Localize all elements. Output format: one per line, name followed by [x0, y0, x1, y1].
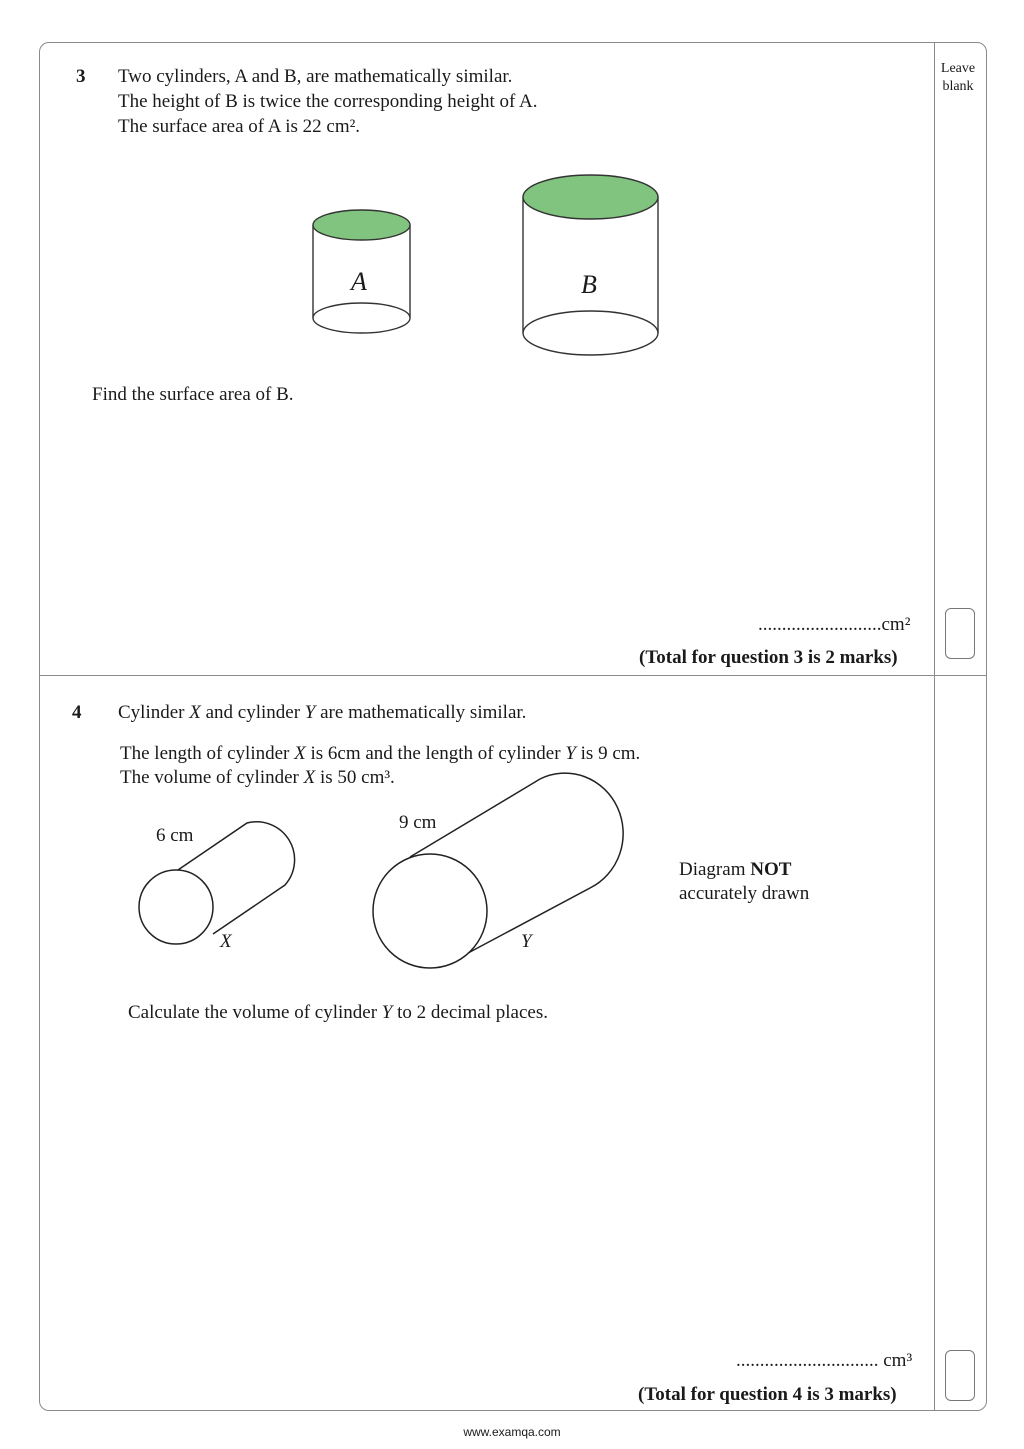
cylinder-x-label: X	[220, 931, 232, 952]
label-6cm: 6 cm	[156, 825, 194, 846]
cylinder-y	[373, 773, 623, 968]
q3-answer-line[interactable]: ..........................cm²	[758, 614, 911, 635]
q3-total: (Total for question 3 is 2 marks)	[639, 647, 898, 668]
q4-number: 4	[72, 702, 82, 723]
cylinder-y-label: Y	[521, 931, 532, 952]
q4-line-3: The volume of cylinder X is 50 cm³.	[120, 767, 395, 788]
q4-line-2: The length of cylinder X is 6cm and the length of cylinder Y is 9 cm.	[120, 743, 641, 764]
q3-line-2: The height of B is twice the corresponding height of A.	[118, 91, 538, 112]
q3-prompt: Find the surface area of B.	[92, 384, 294, 405]
cylinder-y-end	[373, 854, 487, 968]
cylinder-b-label: B	[581, 270, 597, 299]
q4-line-1: Cylinder X and cylinder Y are mathematically similar.	[118, 702, 527, 723]
cylinder-x-end	[139, 870, 213, 944]
q3-line-1: Two cylinders, A and B, are mathematically similar.	[118, 66, 513, 87]
leave-blank-label: Leave blank	[940, 61, 976, 94]
q3-line-3: The surface area of A is 22 cm².	[118, 116, 361, 137]
q4-total: (Total for question 4 is 3 marks)	[638, 1384, 897, 1405]
diagram-note: Diagram NOT	[679, 859, 792, 880]
cylinder-a-label: A	[351, 267, 367, 296]
q4-mark-box[interactable]	[945, 1350, 975, 1401]
q4-answer-line[interactable]: .............................. cm³	[736, 1350, 913, 1371]
label-9cm: 9 cm	[399, 812, 437, 833]
q3-number: 3	[76, 66, 86, 87]
q4-prompt: Calculate the volume of cylinder Y to 2 decimal places.	[128, 1002, 548, 1023]
footer-url: www.examqa.com	[463, 1425, 561, 1439]
diagram-note-line-2: accurately drawn	[679, 883, 810, 904]
